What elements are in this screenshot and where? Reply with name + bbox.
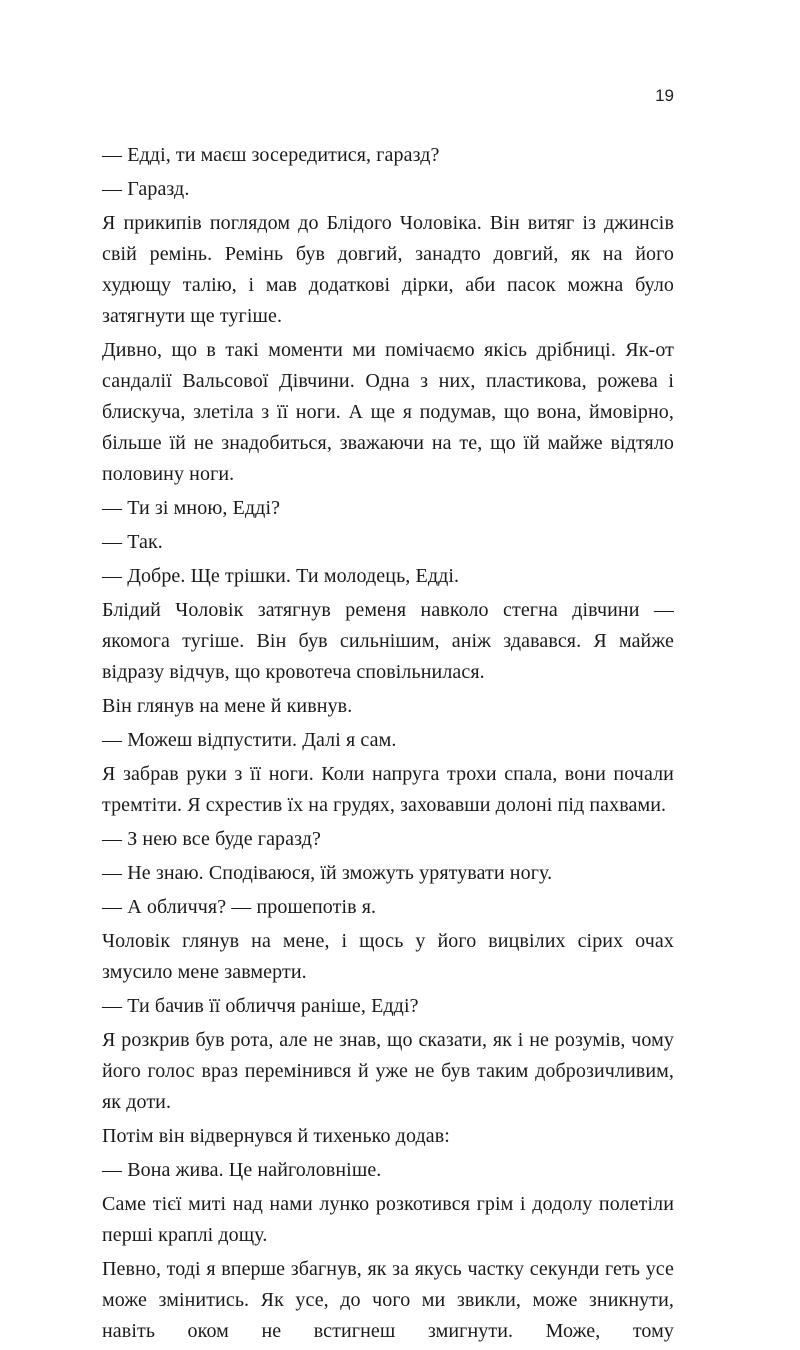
- paragraph: — Не знаю. Сподіваюся, їй зможуть урятувати ногу.: [102, 862, 553, 884]
- paragraph: Саме тієї миті над нами лунко розкотився грім і додолу полетіли перші краплі дощу.: [102, 1193, 674, 1246]
- paragraph: Дивно, що в такі моменти ми помічаємо якісь дрібниці. Як-от сандалії Вальсової Дівчини. Одна з них, пластикова, рожева і блискуча, злетіла з її ноги. А ще я подумав, що вона, ймовірно, більше їй не знадобиться, зважаючи на те, що їй майже відтяло половину ноги.: [102, 339, 674, 485]
- paragraph: — Едді, ти маєш зосередитися, гаразд?: [102, 144, 440, 166]
- paragraph: Я прикипів поглядом до Блідого Чоловіка. Він витяг із джинсів свій ремінь. Ремінь був довгий, занадто довгий, як на його худющу талію, і мав додаткові дірки, аби пасок можна було затягнути ще тугіше.: [102, 212, 674, 327]
- paragraph: Я розкрив був рота, але не знав, що сказати, як і не розумів, чому його голос враз перемінився й уже не був таким доброзичливим, як доти.: [102, 1029, 674, 1113]
- body-text: [102, 140, 674, 1350]
- paragraph: — Вона жива. Це найголовніше.: [102, 1159, 382, 1181]
- paragraph: Певно, тоді я вперше збагнув, як за якусь частку секунди геть усе може змінитись. Як усе, до чого ми звикли, може зникнути, навіть оком не встигнеш змигнути. Може, тому: [102, 1258, 674, 1342]
- page-number: 19: [655, 86, 674, 105]
- paragraph: Чоловік глянув на мене, і щось у його вицвілих сірих очах змусило мене завмерти.: [102, 930, 674, 983]
- paragraph: — Можеш відпустити. Далі я сам.: [102, 729, 397, 751]
- paragraph: — Добре. Ще трішки. Ти молодець, Едді.: [102, 565, 460, 587]
- paragraph: — З нею все буде гаразд?: [102, 828, 322, 850]
- paragraph: — Так.: [102, 531, 163, 553]
- paragraph: — Гаразд.: [102, 178, 190, 200]
- paragraph: Він глянув на мене й кивнув.: [102, 695, 353, 717]
- paragraph: — А обличчя? — прошепотів я.: [102, 896, 377, 918]
- paragraph: Потім він відвернувся й тихенько додав:: [102, 1125, 450, 1147]
- paragraph: — Ти зі мною, Едді?: [102, 497, 281, 519]
- paragraph: — Ти бачив її обличчя раніше, Едді?: [102, 995, 419, 1017]
- paragraph: Блідий Чоловік затягнув ременя навколо стегна дівчини — якомога тугіше. Він був сильнішим, аніж здавався. Я майже відразу відчув, що кровотеча сповільнилася.: [102, 599, 674, 683]
- paragraph: Я забрав руки з її ноги. Коли напруга трохи спала, вони почали тремтіти. Я схрестив їх на грудях, заховавши долоні під пахвами.: [102, 763, 674, 816]
